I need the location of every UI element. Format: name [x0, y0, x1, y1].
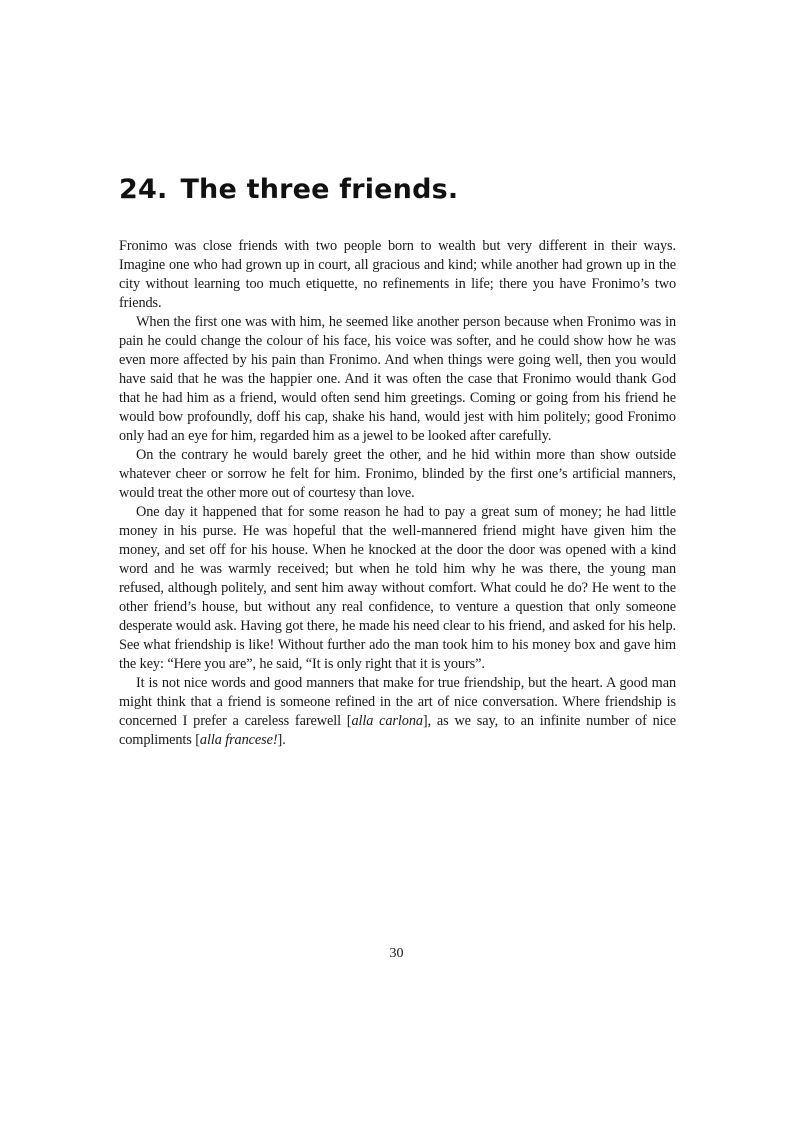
text-segment: On the contrary he would barely greet the other, and he hid within more than show outside whatever cheer or sorrow he felt for him. Fronimo, blinded by the first one’s artificial manners, would treat the other more out of courtesy than love. — [119, 447, 676, 501]
page-number: 30 — [389, 946, 404, 961]
paragraph — [119, 503, 676, 674]
paragraph — [119, 313, 676, 446]
text-segment: ], as we say, to an infinite number of nice compliments [ — [119, 713, 677, 748]
paragraph — [119, 674, 676, 750]
paragraph — [119, 446, 676, 503]
paragraph — [119, 237, 676, 313]
text-segment: Fronimo was close friends with two people born to wealth but very different in their ways. Imagine one who had grown up in court, all gracious and kind; while another had grown up in the city without learning too much etiquette, no refinements in life; there you have Fronimo’s two friends. — [119, 238, 676, 311]
chapter-number: 24. — [119, 174, 168, 205]
text-segment: One day it happened that for some reason he had to pay a great sum of money; he had little money in his purse. He was hopeful that the well-mannered friend might have given him the money, and set off for his house. When he knocked at the door the door was opened with a kind word and he was warmly received; but when he told him why he was there, the young man refused, although politely, and sent him away without comfort. What could he do? He went to the other friend’s house, but without any real confidence, to venture a question that only someone desperate would ask. Having got there, he made his need clear to his friend, and asked for his help. See what friendship is like! Without further ado the man took him to his money box and gave him the key: “Here you are”, he said, “It is only right that it is yours”. — [119, 504, 676, 672]
italic-phrase: alla francese! — [199, 732, 278, 748]
italic-phrase: alla carlona — [351, 713, 423, 729]
text-segment: When the first one was with him, he seemed like another person because when Fronimo was in pain he could change the colour of his face, his voice was softer, and he could show how he was even more affected by his pain than Fronimo. And when things were going well, then you would have said that he was the happier one. And it was often the case that Fronimo would thank God that he had him as a friend, would often send him greetings. Coming or going from his friend he would bow profoundly, doff his cap, shake his hand, would jest with him politely; good Fronimo only had an eye for him, regarded him as a jewel to be looked after carefully. — [119, 314, 676, 444]
text-segment: ]. — [277, 732, 286, 748]
text-segment: It is not nice words and good manners that make for true friendship, but the heart. A good man might think that a friend is someone refined in the art of nice conversation. Where friendship is concerned I prefer a careless farewell [ — [119, 675, 676, 729]
chapter-title: The three friends. — [180, 174, 459, 205]
chapter-heading — [119, 175, 458, 205]
chapter-body — [119, 237, 676, 750]
